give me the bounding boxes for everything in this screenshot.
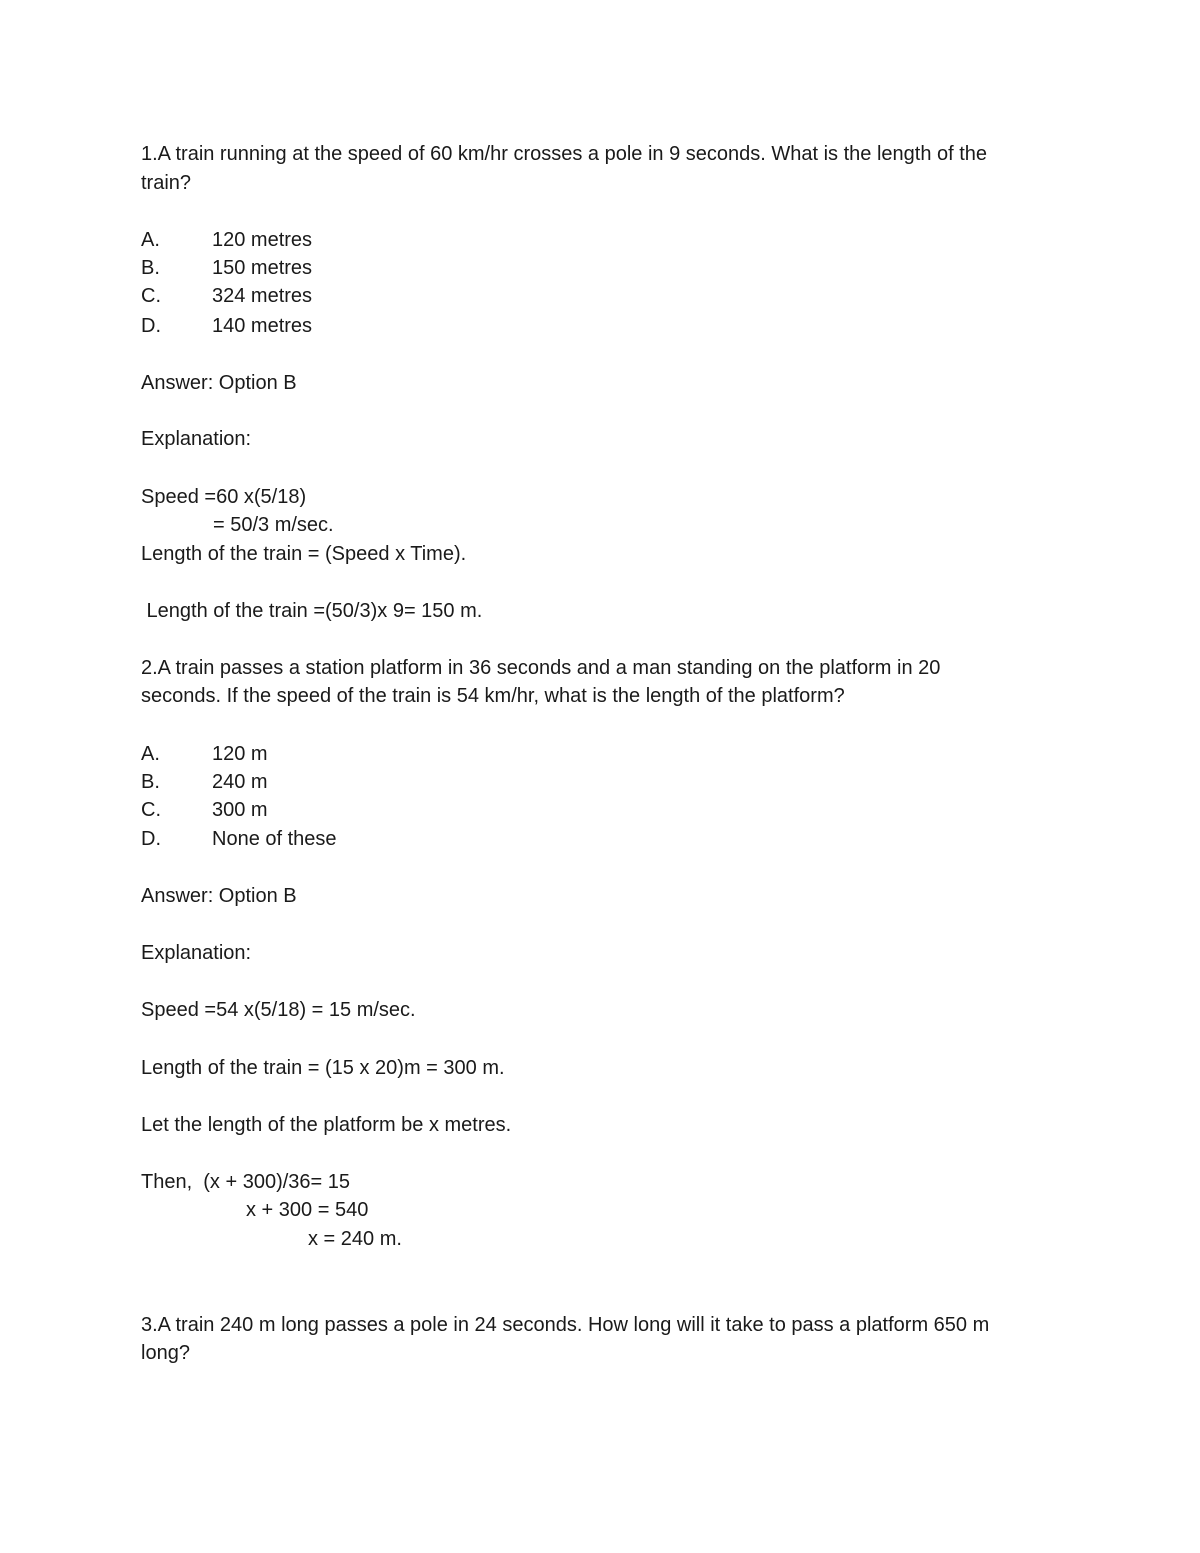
- question-3-text-line-1: 3.A train 240 m long passes a pole in 24 seconds. How long will it take to pass a platform 650 m: [141, 1314, 990, 1336]
- question-2-explanation-line-4: Then, (x + 300)/36= 15: [141, 1171, 351, 1193]
- question-1-option-c-letter: C.: [141, 285, 161, 307]
- question-2-explanation-line-6: x = 240 m.: [308, 1228, 402, 1250]
- question-1-option-b-letter: B.: [141, 257, 160, 279]
- question-1-text-line-1: 1.A train running at the speed of 60 km/hr crosses a pole in 9 seconds. What is the length of the: [141, 143, 988, 165]
- question-2-option-b-text: 240 m: [212, 771, 268, 793]
- question-2-option-c-letter: C.: [141, 799, 161, 821]
- question-1-option-a-letter: A.: [141, 229, 160, 251]
- question-1-explanation-line-1: Speed =60 x(5/18): [141, 486, 307, 508]
- question-2-option-a-letter: A.: [141, 743, 160, 765]
- question-2-explanation-line-1: Speed =54 x(5/18) = 15 m/sec.: [141, 999, 416, 1021]
- question-2-explanation-line-2: Length of the train = (15 x 20)m = 300 m.: [141, 1057, 505, 1079]
- question-1-explanation-line-2: = 50/3 m/sec.: [213, 514, 334, 536]
- question-1-explanation-line-3: Length of the train = (Speed x Time).: [141, 543, 467, 565]
- question-2-explanation-line-3: Let the length of the platform be x metres.: [141, 1114, 512, 1136]
- question-1-option-b-text: 150 metres: [212, 257, 313, 279]
- question-2-option-d-letter: D.: [141, 828, 161, 850]
- question-2-text-line-1: 2.A train passes a station platform in 36 seconds and a man standing on the platform in 20: [141, 657, 941, 679]
- question-1-answer: Answer: Option B: [141, 372, 297, 394]
- question-2-explanation-line-5: x + 300 = 540: [246, 1199, 369, 1221]
- question-1-option-a-text: 120 metres: [212, 229, 313, 251]
- question-1-option-d-text: 140 metres: [212, 315, 313, 337]
- question-3-text-line-2: long?: [141, 1342, 190, 1364]
- question-1-option-c-text: 324 metres: [212, 285, 313, 307]
- question-2-option-c-text: 300 m: [212, 799, 268, 821]
- question-1-explanation-line-4: Length of the train =(50/3)x 9= 150 m.: [141, 600, 483, 622]
- question-1-text-line-2: train?: [141, 172, 192, 194]
- question-2-option-b-letter: B.: [141, 771, 160, 793]
- question-2-text-line-2: seconds. If the speed of the train is 54 km/hr, what is the length of the platform?: [141, 685, 845, 707]
- question-1-option-d-letter: D.: [141, 315, 161, 337]
- question-2-option-a-text: 120 m: [212, 743, 268, 765]
- question-2-option-d-text: None of these: [212, 828, 337, 850]
- question-2-answer: Answer: Option B: [141, 885, 297, 907]
- question-2-explanation-label: Explanation:: [141, 942, 252, 964]
- question-1-explanation-label: Explanation:: [141, 428, 252, 450]
